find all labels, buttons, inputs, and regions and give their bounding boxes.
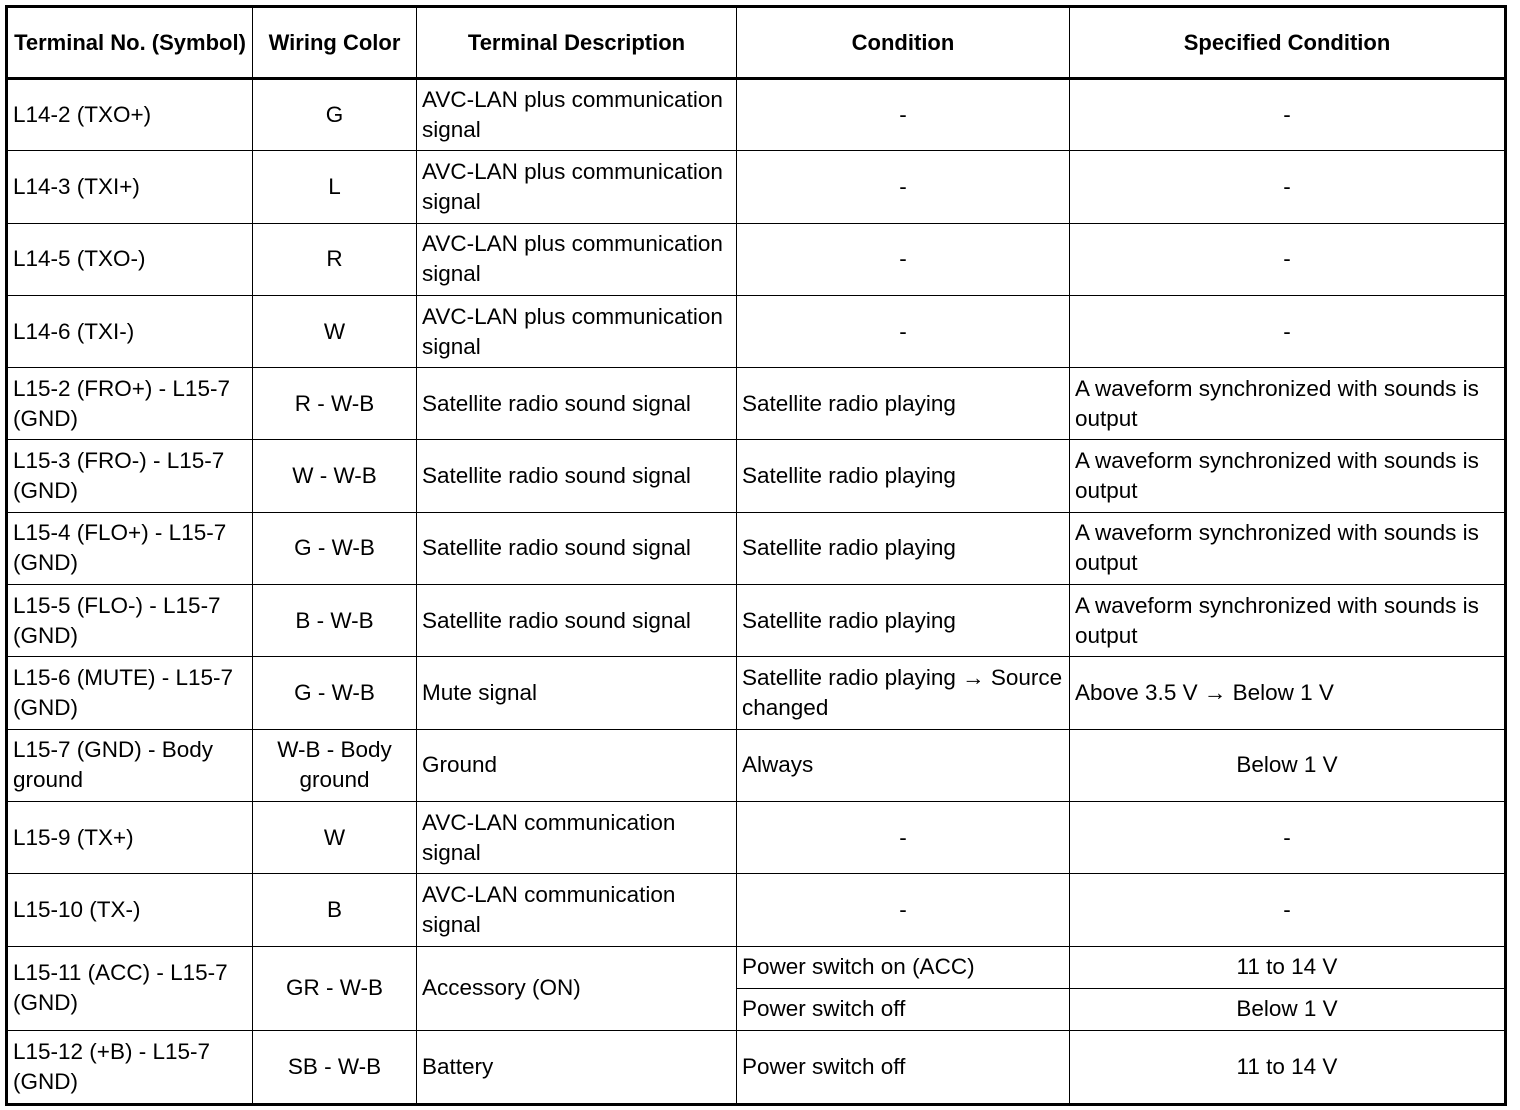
cell-specified: Below 1 V (1070, 988, 1506, 1030)
cell-terminal: L15-7 (GND) - Body ground (7, 729, 253, 801)
cell-terminal: L14-6 (TXI-) (7, 295, 253, 367)
cell-wiring: R - W-B (253, 368, 417, 440)
table-row (7, 512, 1506, 584)
cell-specified: - (1070, 295, 1506, 367)
cell-wiring: W-B - Body ground (253, 729, 417, 801)
cell-condition: - (737, 79, 1070, 151)
cell-specified: A waveform synchronized with sounds is output (1070, 440, 1506, 512)
cell-wiring: G - W-B (253, 657, 417, 729)
cell-description: Mute signal (417, 657, 737, 729)
cell-specified: A waveform synchronized with sounds is output (1070, 585, 1506, 657)
cell-wiring: G - W-B (253, 512, 417, 584)
cell-wiring: W - W-B (253, 440, 417, 512)
table-row (7, 440, 1506, 512)
table-header (7, 7, 1506, 79)
cell-condition: - (737, 223, 1070, 295)
cell-description: Satellite radio sound signal (417, 585, 737, 657)
cell-wiring: SB - W-B (253, 1030, 417, 1104)
header-terminal: Terminal No. (Symbol) (7, 7, 253, 79)
table-row (7, 368, 1506, 440)
cell-terminal: L15-2 (FRO+) - L15-7 (GND) (7, 368, 253, 440)
header-specified-condition: Specified Condition (1070, 7, 1506, 79)
cell-description: Ground (417, 729, 737, 801)
cell-description: Accessory (ON) (417, 946, 737, 1030)
cell-specified: 11 to 14 V (1070, 946, 1506, 988)
header-row (7, 7, 1506, 79)
table-row (7, 657, 1506, 729)
cell-terminal: L15-4 (FLO+) - L15-7 (GND) (7, 512, 253, 584)
cell-wiring: R (253, 223, 417, 295)
cell-wiring: L (253, 151, 417, 223)
cell-condition: Satellite radio playing (737, 440, 1070, 512)
cell-specified: - (1070, 801, 1506, 873)
cell-specified: 11 to 14 V (1070, 1030, 1506, 1104)
cell-description: AVC-LAN plus communication signal (417, 223, 737, 295)
cell-wiring: G (253, 79, 417, 151)
cell-terminal: L14-2 (TXO+) (7, 79, 253, 151)
table-row (7, 801, 1506, 873)
cell-terminal: L15-10 (TX-) (7, 874, 253, 946)
cell-condition: Satellite radio playing → Source changed (737, 657, 1070, 729)
cell-terminal: L14-5 (TXO-) (7, 223, 253, 295)
table-row (7, 946, 1506, 988)
cell-description: Satellite radio sound signal (417, 368, 737, 440)
cell-condition: - (737, 151, 1070, 223)
cell-terminal: L15-9 (TX+) (7, 801, 253, 873)
cell-condition: Power switch off (737, 988, 1070, 1030)
cell-specified: Below 1 V (1070, 729, 1506, 801)
cell-wiring: B (253, 874, 417, 946)
table-row (7, 585, 1506, 657)
cell-specified: A waveform synchronized with sounds is output (1070, 512, 1506, 584)
cell-specified: - (1070, 874, 1506, 946)
cell-wiring: B - W-B (253, 585, 417, 657)
cell-condition: - (737, 874, 1070, 946)
cell-description: Satellite radio sound signal (417, 440, 737, 512)
header-wiring-color: Wiring Color (253, 7, 417, 79)
cell-condition: Always (737, 729, 1070, 801)
cell-specified: - (1070, 223, 1506, 295)
cell-terminal: L14-3 (TXI+) (7, 151, 253, 223)
table-row (7, 729, 1506, 801)
cell-terminal: L15-6 (MUTE) - L15-7 (GND) (7, 657, 253, 729)
table-body (7, 79, 1506, 1105)
cell-condition: Power switch on (ACC) (737, 946, 1070, 988)
table-row (7, 874, 1506, 946)
cell-terminal: L15-12 (+B) - L15-7 (GND) (7, 1030, 253, 1104)
cell-description: AVC-LAN communication signal (417, 874, 737, 946)
cell-specified: - (1070, 79, 1506, 151)
table-row (7, 151, 1506, 223)
cell-description: Battery (417, 1030, 737, 1104)
cell-condition: - (737, 801, 1070, 873)
cell-condition: Power switch off (737, 1030, 1070, 1104)
cell-description: AVC-LAN plus communication signal (417, 79, 737, 151)
cell-terminal: L15-11 (ACC) - L15-7 (GND) (7, 946, 253, 1030)
cell-terminal: L15-3 (FRO-) - L15-7 (GND) (7, 440, 253, 512)
header-terminal-description: Terminal Description (417, 7, 737, 79)
cell-wiring: GR - W-B (253, 946, 417, 1030)
cell-description: AVC-LAN plus communication signal (417, 295, 737, 367)
table-row (7, 79, 1506, 151)
cell-condition: - (737, 295, 1070, 367)
cell-specified: A waveform synchronized with sounds is output (1070, 368, 1506, 440)
table-row (7, 295, 1506, 367)
terminal-spec-table (5, 5, 1507, 1106)
cell-description: AVC-LAN plus communication signal (417, 151, 737, 223)
table-row (7, 1030, 1506, 1104)
cell-wiring: W (253, 295, 417, 367)
cell-condition: Satellite radio playing (737, 585, 1070, 657)
cell-description: AVC-LAN communication signal (417, 801, 737, 873)
cell-specified: - (1070, 151, 1506, 223)
header-condition: Condition (737, 7, 1070, 79)
cell-description: Satellite radio sound signal (417, 512, 737, 584)
cell-specified: Above 3.5 V → Below 1 V (1070, 657, 1506, 729)
cell-wiring: W (253, 801, 417, 873)
cell-condition: Satellite radio playing (737, 368, 1070, 440)
table-row (7, 223, 1506, 295)
cell-condition: Satellite radio playing (737, 512, 1070, 584)
cell-terminal: L15-5 (FLO-) - L15-7 (GND) (7, 585, 253, 657)
